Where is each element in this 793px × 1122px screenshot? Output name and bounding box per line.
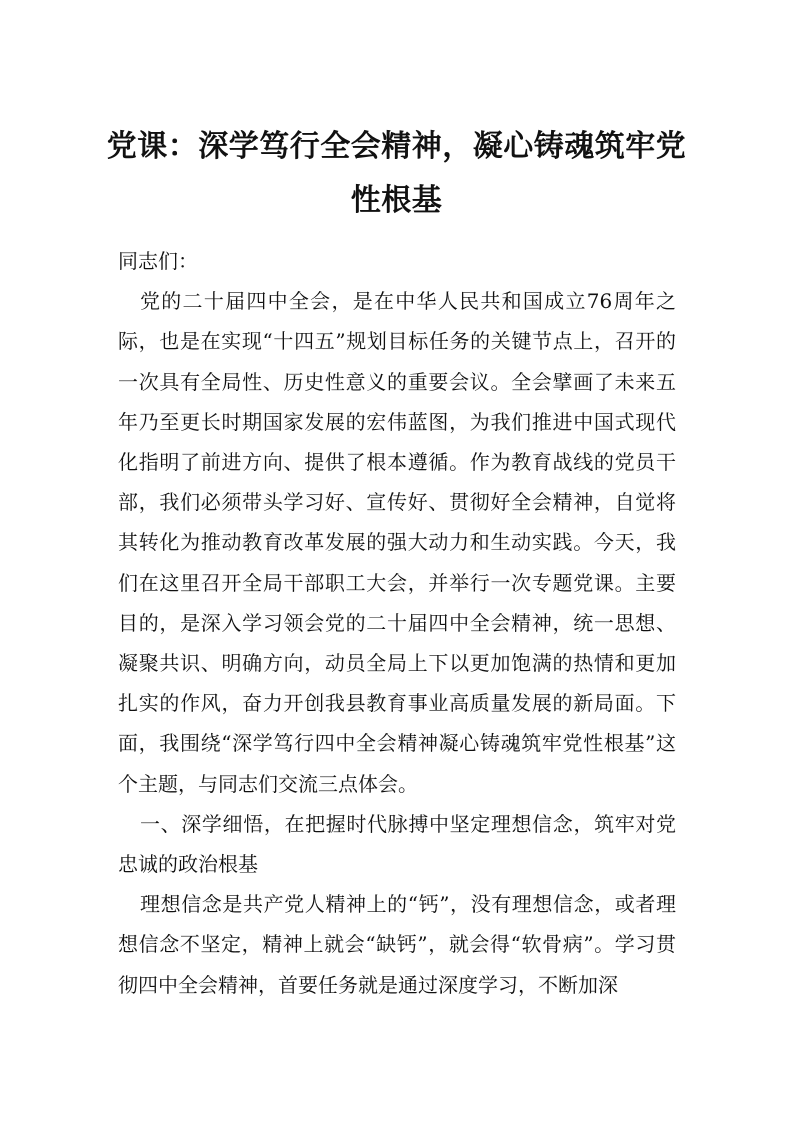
section-heading-1: 一、深学细悟，在把握时代脉搏中坚定理想信念，筑牢对党忠诚的政治根基 [118, 811, 676, 877]
title-line-1: 党课：深学笃行全会精神，凝心铸魂筑牢党 [106, 129, 687, 164]
document-body [118, 241, 676, 1005]
salutation: 同志们： [118, 249, 198, 273]
paragraph-intro: 党的二十届四中全会，是在中华人民共和国成立76周年之际，也是在实现“十四五”规划目标任务的关键节点上，召开的一次具有全局性、历史性意义的重要会议。全会擘画了未来五年乃至更长时期国家发展的宏伟蓝图，为我们推进中国式现代化指明了前进方向、提供了根本遵循。作为教育战线的党员干部，我们必须带头学习好、宣传好、贯彻好全会精神，自觉将其转化为推动教育改革发展的强大动力和生动实践。今天，我们在这里召开全局干部职工大会，并举行一次专题党课。主要目的，是深入学习领会党的二十届四中全会精神，统一思想、凝聚共识、明确方向，动员全局上下以更加饱满的热情和更加扎实的作风，奋力开创我县教育事业高质量发展的新局面。下面，我围绕“深学笃行四中全会精神凝心铸魂筑牢党性根基”这个主题，与同志们交流三点体会。 [118, 289, 676, 796]
document-title [100, 120, 693, 228]
paragraph-section-1: 理想信念是共产党人精神上的“钙”，没有理想信念，或者理想信念不坚定，精神上就会“缺钙”，就会得“软骨病”。学习贯彻四中全会精神，首要任务就是通过深度学习，不断加深 [118, 892, 676, 997]
title-line-2: 性根基 [350, 183, 443, 218]
